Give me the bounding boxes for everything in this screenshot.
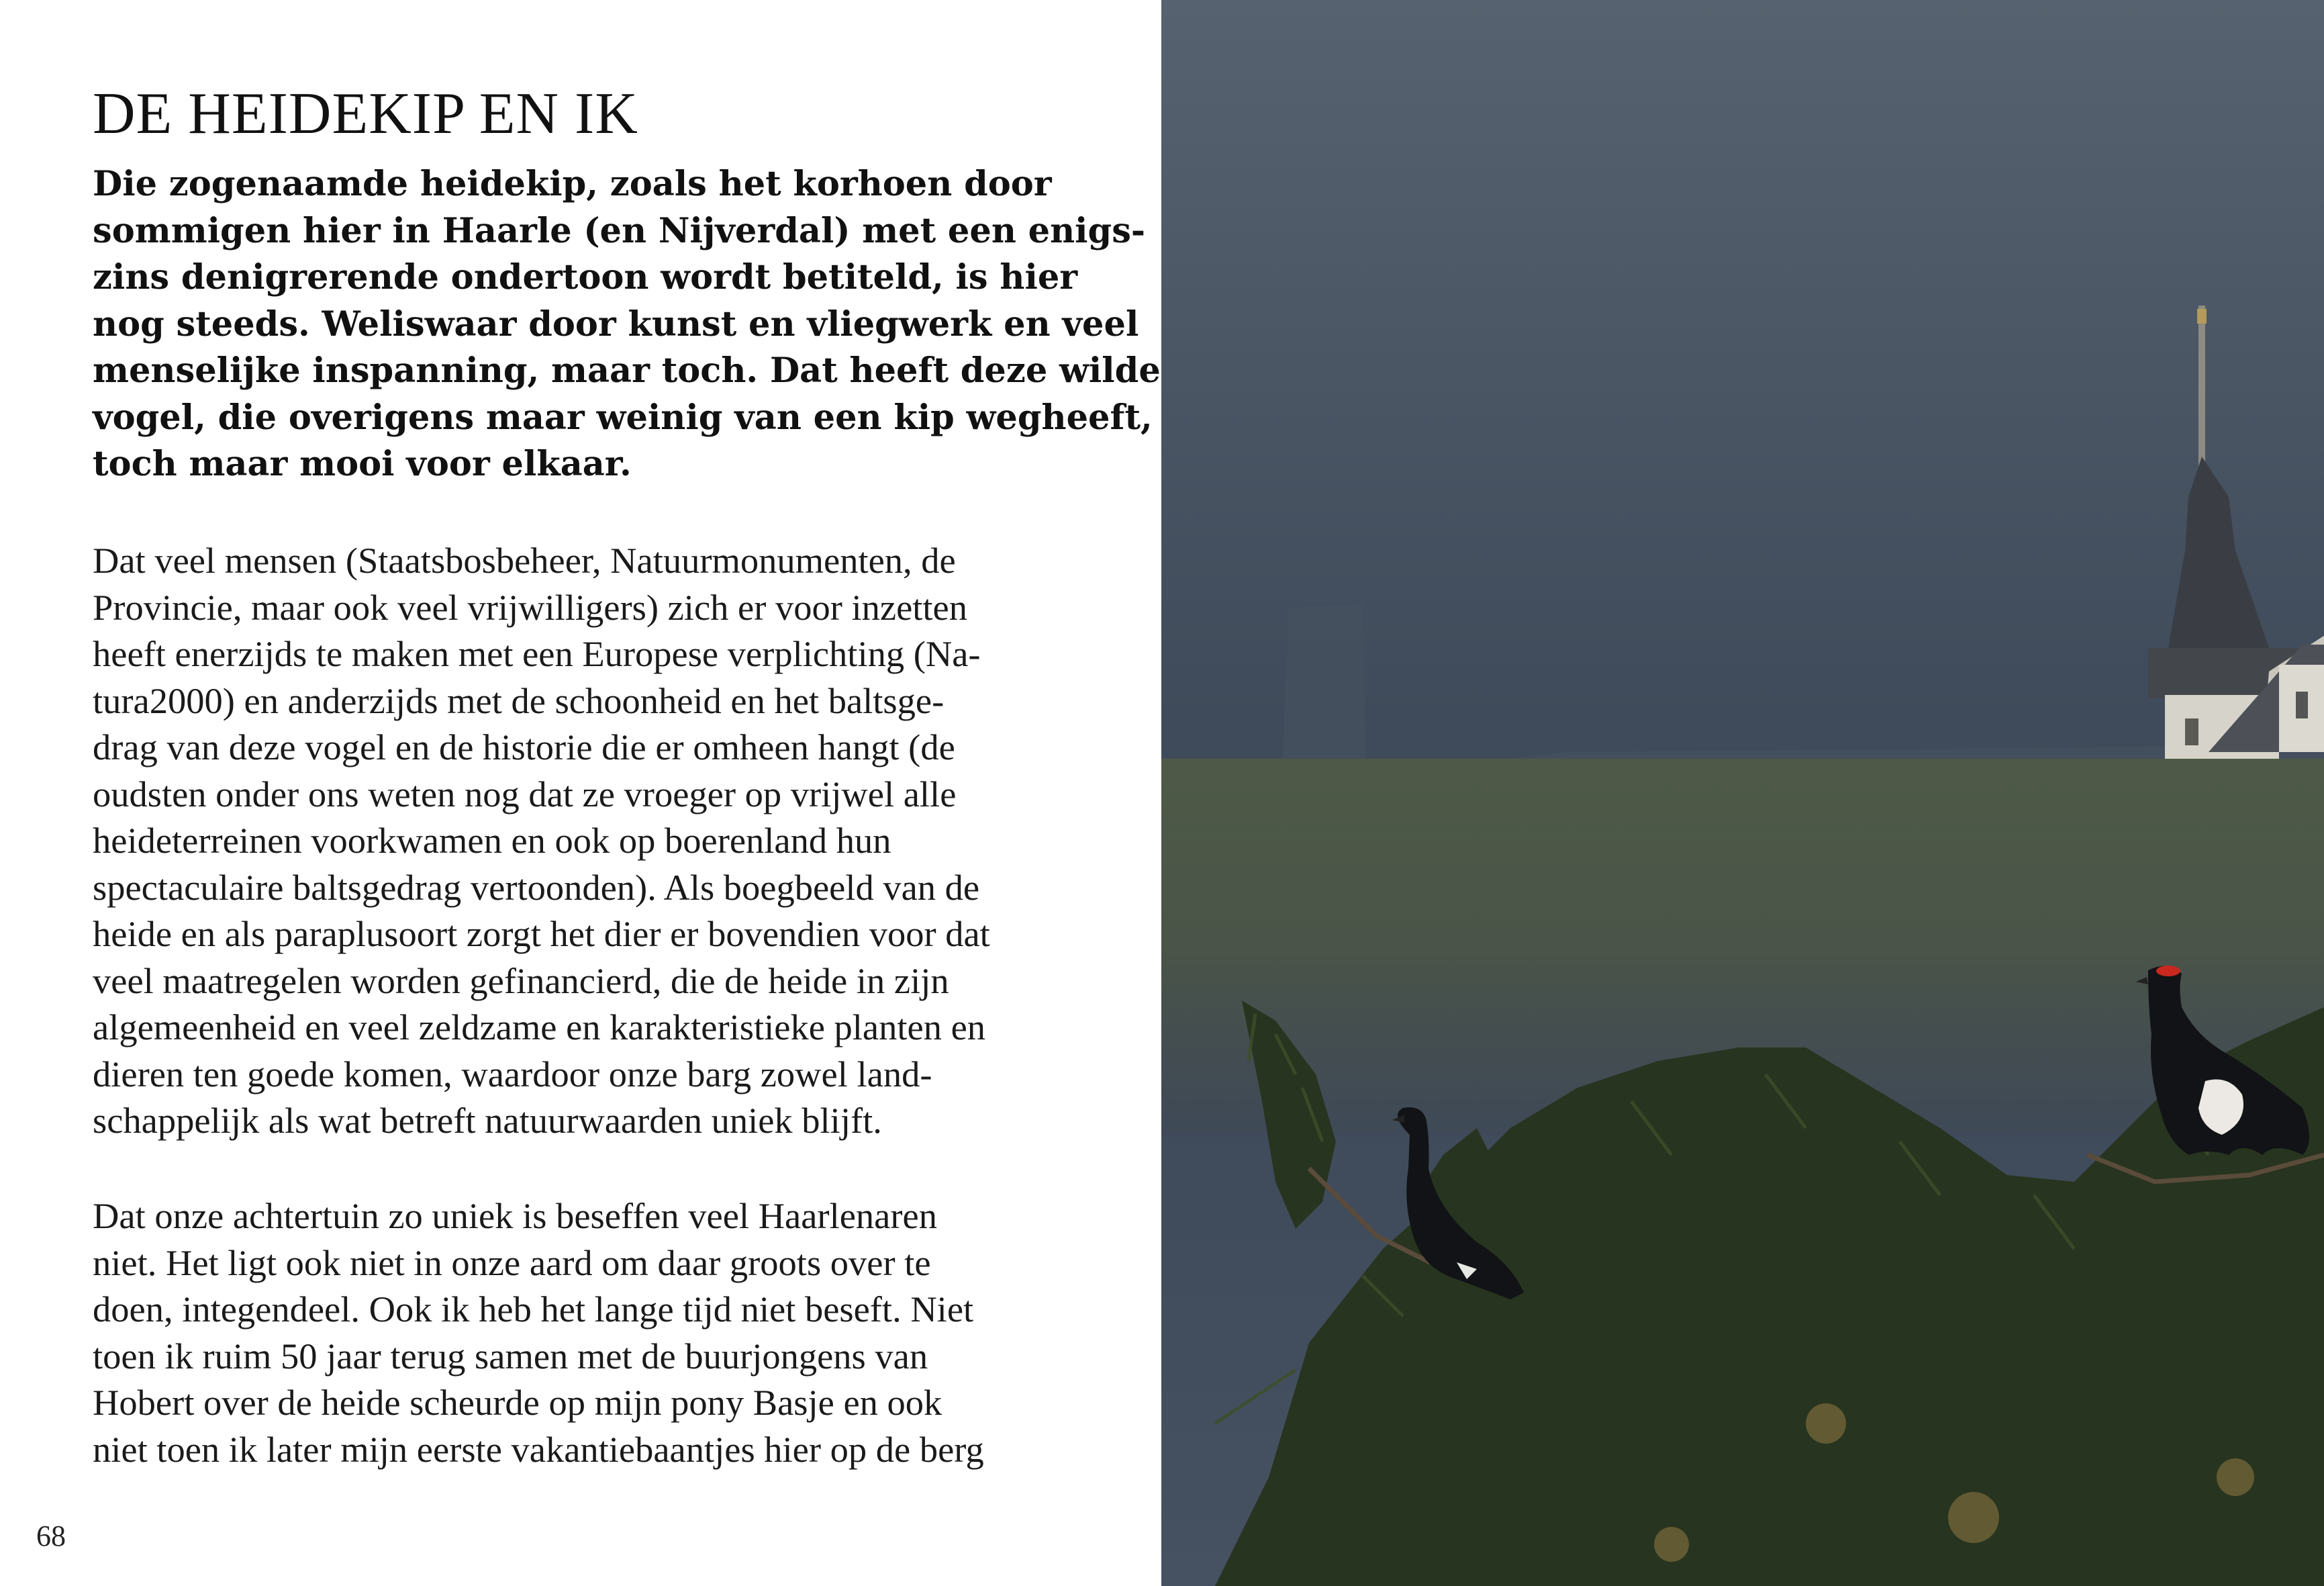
- lead-line: zins denigrerende ondertoon wordt betiteld, is hier: [93, 257, 1078, 297]
- body-line: heide en als paraplusoort zorgt het dier er bovendien voor dat: [93, 913, 990, 954]
- body-line: Dat veel mensen (Staatsbosbeheer, Natuurmonumenten, de: [93, 540, 956, 581]
- body-line: heideterreinen voorkwamen en ook op boerenland hun: [93, 820, 891, 861]
- page-title: DE HEIDEKIP EN IK: [93, 81, 638, 146]
- body-line: toen ik ruim 50 jaar terug samen met de buurjongens van: [93, 1335, 928, 1377]
- lead-line: menselijke inspanning, maar toch. Dat heeft deze wilde: [93, 351, 1161, 391]
- body-line: niet toen ik later mijn eerste vakantiebaantjes hier op de berg: [93, 1428, 984, 1470]
- body-line: veel maatregelen worden gefinancierd, die de heide in zijn: [93, 960, 949, 1001]
- body-line: doen, integendeel. Ook ik heb het lange tijd niet beseft. Niet: [93, 1289, 974, 1330]
- body-line: schappelijk als wat betreft natuurwaarden uniek blijft.: [93, 1100, 882, 1141]
- body-line: Dat onze achtertuin zo uniek is beseffen veel Haarlenaren: [93, 1195, 937, 1236]
- body-line: Provincie, maar ook veel vrijwilligers) zich er voor inzetten: [93, 586, 967, 628]
- body-line: drag van deze vogel en de historie die er omheen hangt (de: [93, 727, 955, 767]
- lead-line: sommigen hier in Haarle (en Nijverdal) met een enigs-: [93, 210, 1146, 251]
- body-paragraph-2: [93, 1193, 1079, 1473]
- body-line: tura2000) en anderzijds met de schoonheid en het baltsge-: [93, 680, 945, 721]
- black-grouse-photo: [1161, 0, 2324, 1586]
- body-line: oudsten onder ons weten nog dat ze vroeger op vrijwel alle: [93, 773, 957, 814]
- body-line: niet. Het ligt ook niet in onze aard om daar groots over te: [93, 1242, 931, 1283]
- page-number: 68: [36, 1520, 66, 1552]
- body-line: Hobert over de heide scheurde op mijn pony Basje en ook: [93, 1382, 942, 1423]
- body-line: dieren ten goede komen, waardoor onze barg zowel land-: [93, 1053, 932, 1094]
- lead-line: Die zogenaamde heidekip, zoals het korhoen door: [93, 164, 1052, 204]
- lead-paragraph: [93, 161, 1161, 488]
- text-page: [0, 0, 1161, 1586]
- lead-line: vogel, die overigens maar weinig van een kip wegheeft,: [93, 397, 1153, 438]
- body-paragraph-1: [93, 537, 1079, 1144]
- body-line: spectaculaire baltsgedrag vertoonden). Als boegbeeld van de: [93, 866, 980, 908]
- body-line: algemeenheid en veel zeldzame en karakteristieke planten en: [93, 1007, 986, 1047]
- lead-line: nog steeds. Weliswaar door kunst en vliegwerk en veel: [93, 304, 1139, 344]
- body-line: heeft enerzijds te maken met een Europese verplichting (Na-: [93, 633, 981, 674]
- lead-line: toch maar mooi voor elkaar.: [93, 444, 632, 484]
